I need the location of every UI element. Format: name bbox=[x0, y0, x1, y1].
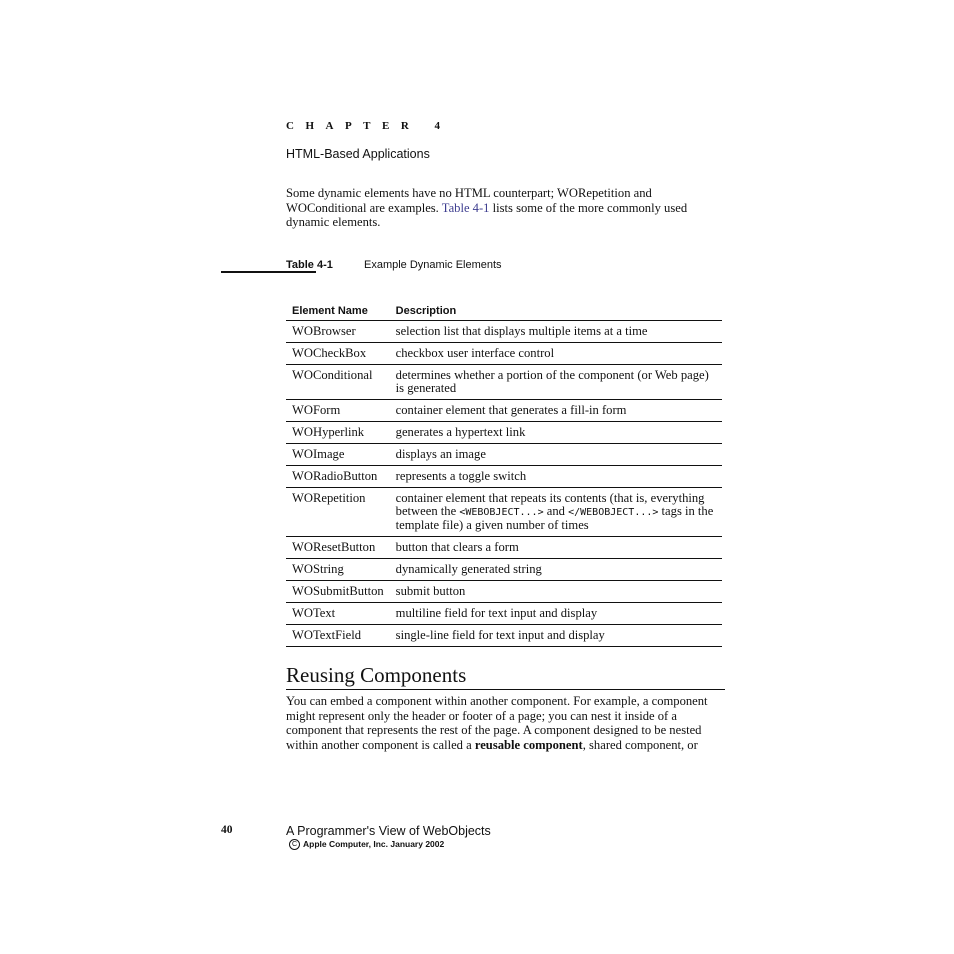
element-name-cell: WOString bbox=[286, 559, 390, 581]
description-cell: button that clears a form bbox=[390, 537, 722, 559]
description-text: tags in the template file) a given number of times bbox=[395, 504, 714, 532]
description-cell: generates a hypertext link bbox=[390, 422, 722, 444]
table-row bbox=[286, 365, 722, 400]
description-cell: displays an image bbox=[390, 444, 722, 466]
table-caption bbox=[286, 259, 502, 271]
element-name-cell: WOConditional bbox=[286, 365, 390, 400]
intro-text-1: Some dynamic elements have no HTML counterpart; WORepetition and WOConditional are examples. bbox=[286, 186, 652, 215]
element-name-cell: WORepetition bbox=[286, 488, 390, 537]
table-rule bbox=[221, 271, 316, 273]
table-row bbox=[286, 488, 722, 537]
table-caption-title: Example Dynamic Elements bbox=[364, 259, 502, 271]
body-paragraph bbox=[286, 694, 728, 752]
element-name-cell: WOHyperlink bbox=[286, 422, 390, 444]
table-link[interactable]: Table 4-1 bbox=[441, 200, 490, 215]
code-open-tag: <WEBOBJECT...> bbox=[459, 507, 544, 518]
element-name-cell: WOText bbox=[286, 603, 390, 625]
copyright-icon: C bbox=[289, 839, 300, 850]
dynamic-elements-table bbox=[286, 301, 722, 647]
body-text-1: You can embed a component within another component. For example, a component might represent only the header or footer of a page; you can nest it inside of a component that represents the rest of the page. A component designed to be nested within another component is called a bbox=[286, 694, 708, 752]
chapter-label: CHAPTER 4 bbox=[286, 120, 452, 132]
description-cell: container element that generates a fill-in form bbox=[390, 400, 722, 422]
description-cell: single-line field for text input and display bbox=[390, 625, 722, 647]
page-number: 40 bbox=[221, 824, 233, 836]
table-row bbox=[286, 444, 722, 466]
column-header-element-name: Element Name bbox=[286, 301, 390, 321]
table-row bbox=[286, 537, 722, 559]
description-text: container element that repeats its contents (that is, everything between the bbox=[395, 491, 705, 518]
description-cell: checkbox user interface control bbox=[390, 343, 722, 365]
table-row bbox=[286, 625, 722, 647]
intro-paragraph bbox=[286, 186, 726, 230]
table-row bbox=[286, 343, 722, 365]
element-name-cell: WOBrowser bbox=[286, 321, 390, 343]
table-row bbox=[286, 559, 722, 581]
table-row bbox=[286, 581, 722, 603]
section-heading: Reusing Components bbox=[286, 663, 725, 690]
intro-text-2: lists some of the more commonly used dynamic elements. bbox=[286, 200, 688, 230]
element-name-cell: WOSubmitButton bbox=[286, 581, 390, 603]
description-cell: multiline field for text input and display bbox=[390, 603, 722, 625]
description-cell: determines whether a portion of the component (or Web page) is generated bbox=[390, 365, 722, 400]
table-row bbox=[286, 422, 722, 444]
table-row bbox=[286, 603, 722, 625]
description-cell: dynamically generated string bbox=[390, 559, 722, 581]
description-text: and bbox=[543, 504, 569, 518]
element-name-cell: WOImage bbox=[286, 444, 390, 466]
element-name-cell: WOForm bbox=[286, 400, 390, 422]
chapter-title: HTML-Based Applications bbox=[286, 147, 430, 161]
description-cell bbox=[390, 488, 722, 537]
code-close-tag: </WEBOBJECT...> bbox=[568, 507, 659, 518]
element-name-cell: WOCheckBox bbox=[286, 343, 390, 365]
body-text-2: , shared component, or bbox=[582, 737, 698, 752]
table-row bbox=[286, 400, 722, 422]
description-cell: selection list that displays multiple items at a time bbox=[390, 321, 722, 343]
element-name-cell: WOResetButton bbox=[286, 537, 390, 559]
element-name-cell: WORadioButton bbox=[286, 466, 390, 488]
description-cell: represents a toggle switch bbox=[390, 466, 722, 488]
table-row bbox=[286, 466, 722, 488]
table-caption-number: Table 4-1 bbox=[286, 259, 333, 271]
copyright-text: Apple Computer, Inc. January 2002 bbox=[303, 839, 445, 849]
copyright bbox=[289, 839, 444, 850]
body-bold-term: reusable component bbox=[474, 737, 583, 752]
column-header-description: Description bbox=[390, 301, 722, 321]
description-cell: submit button bbox=[390, 581, 722, 603]
element-name-cell: WOTextField bbox=[286, 625, 390, 647]
footer-title: A Programmer's View of WebObjects bbox=[286, 824, 491, 838]
table-row bbox=[286, 321, 722, 343]
table-header-row bbox=[286, 301, 722, 321]
